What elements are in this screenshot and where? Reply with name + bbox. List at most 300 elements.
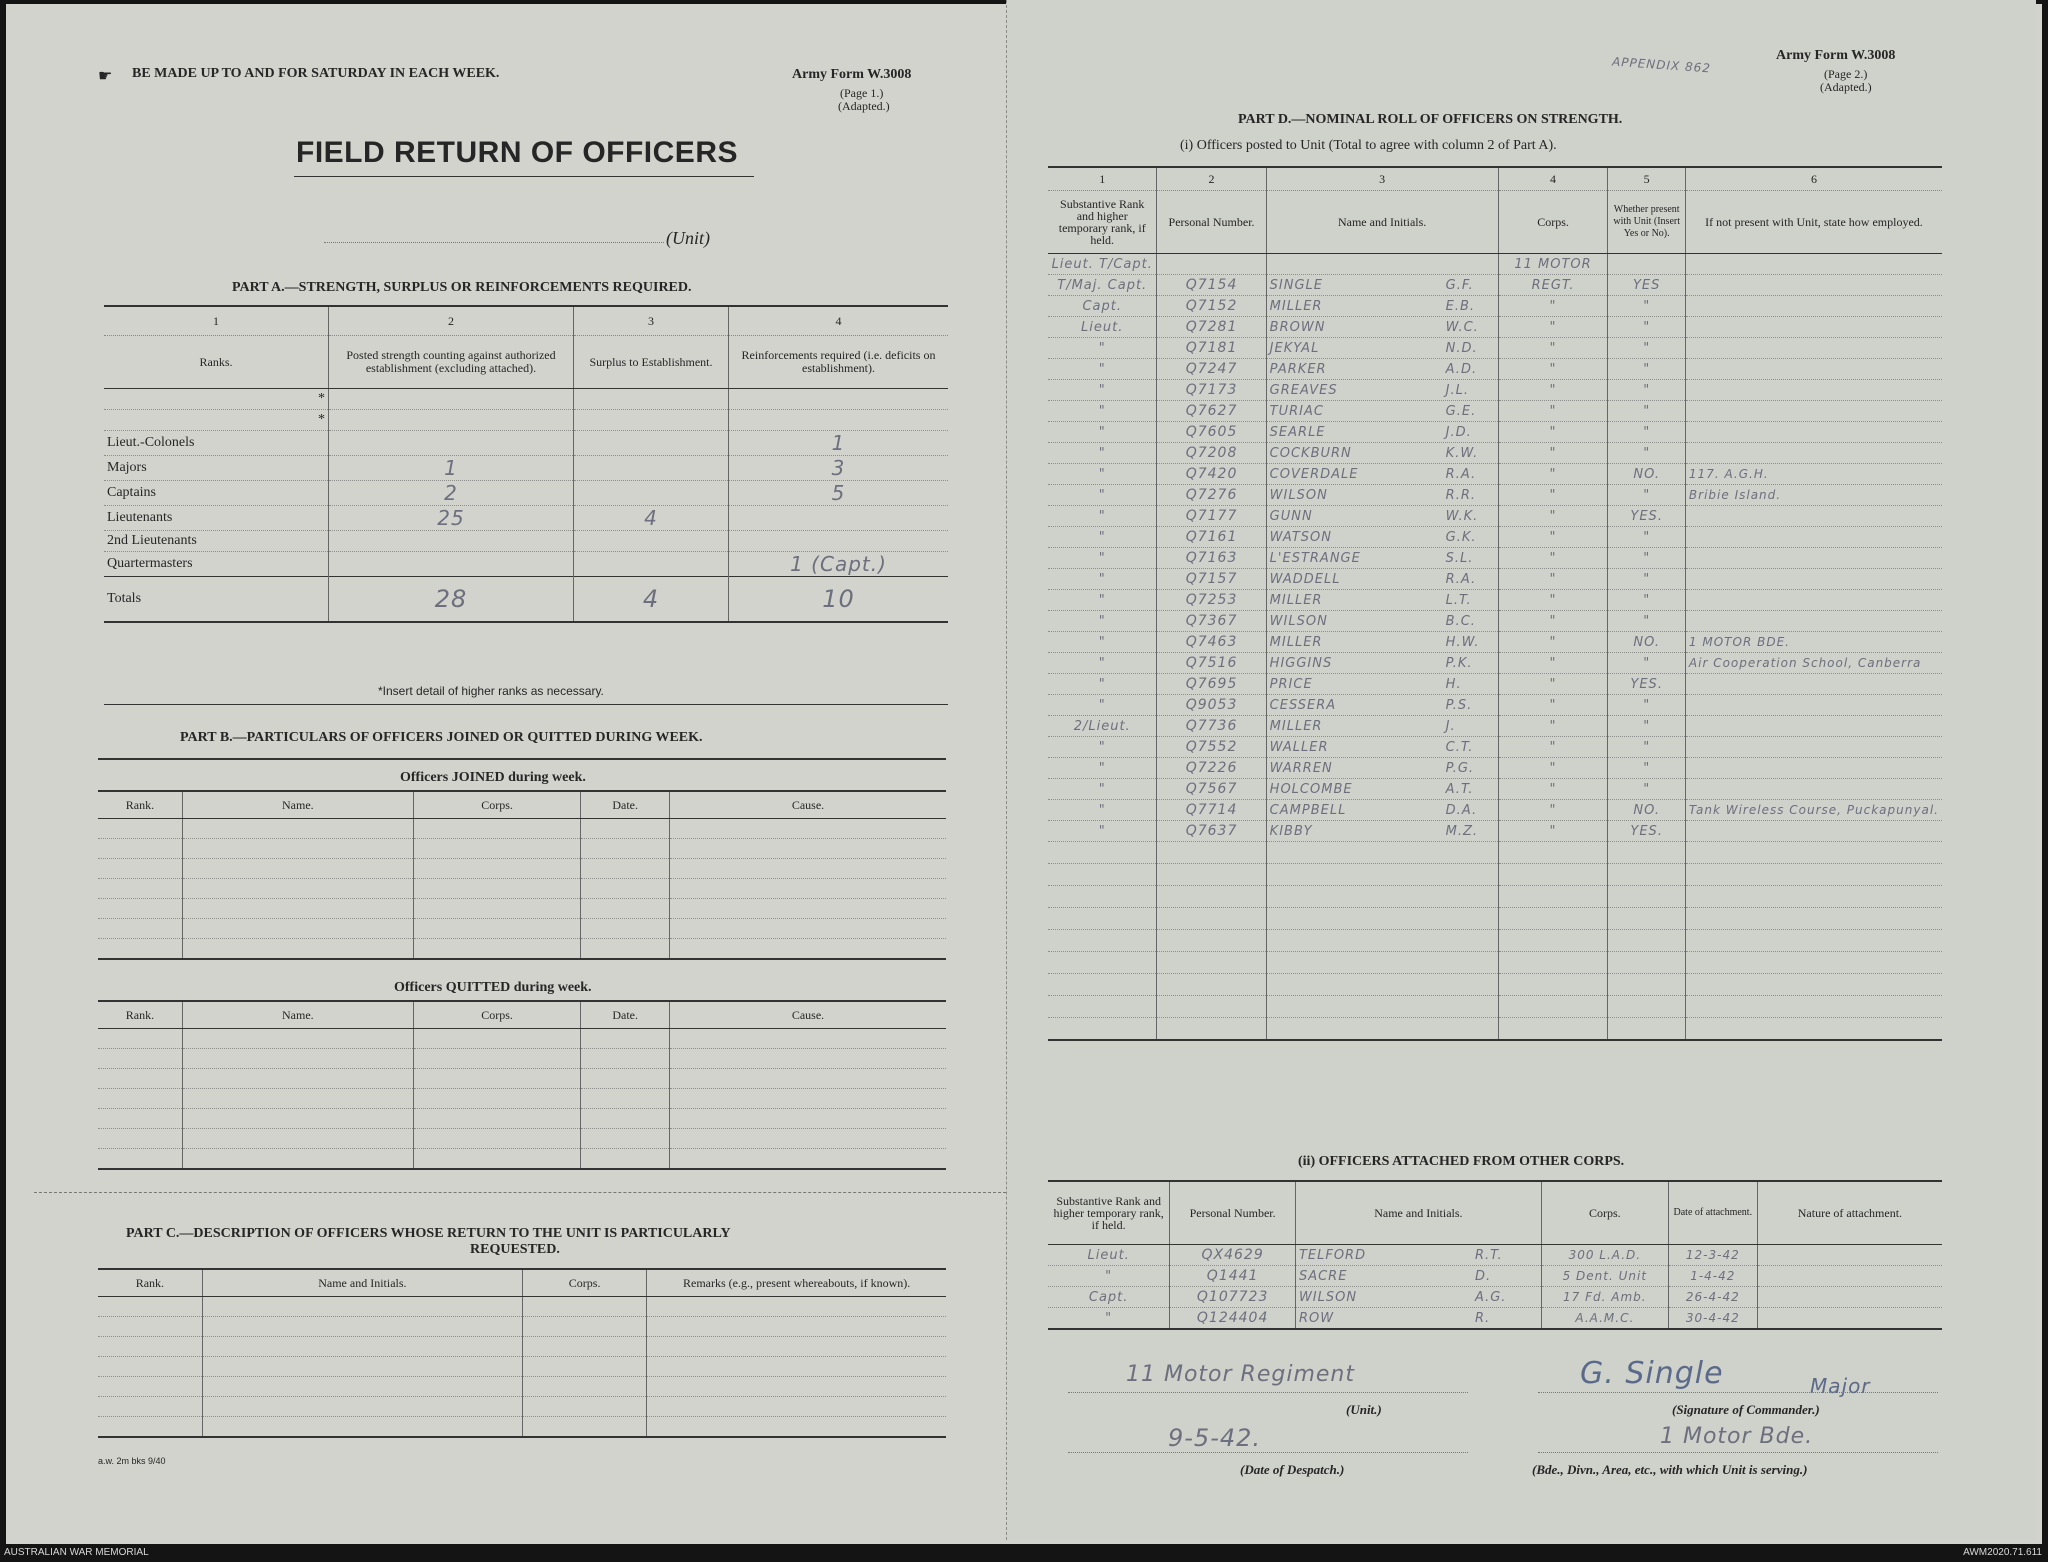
initials: N.D. [1445,340,1478,356]
employed-cell [1685,359,1942,380]
blank-cell [1157,864,1266,886]
blank-row [1048,886,1942,908]
employed-cell [1685,338,1942,359]
initials: R.T. [1474,1247,1503,1263]
blank-cell [1498,930,1608,952]
blank-cell [98,899,182,919]
initials: P.S. [1445,697,1473,713]
blank-row [98,1337,946,1357]
blank-cell [98,1109,182,1129]
blank-cell [202,1397,522,1417]
corps-cell: A.A.M.C. [1541,1308,1668,1330]
rank-cell: " [1048,569,1157,590]
date-line [1068,1452,1468,1453]
number-cell: Q7567 [1157,779,1266,800]
present-cell: " [1608,653,1685,674]
appendix-note: APPENDIX 862 [1611,54,1712,76]
col-header: Cause. [669,1001,946,1029]
rank-cell: * [104,410,329,431]
initials: J. [1445,718,1456,734]
blank-row [98,939,946,960]
name-cell [1266,758,1498,779]
present-cell: " [1608,485,1685,506]
blank-cell [1685,974,1942,996]
blank-cell [1157,930,1266,952]
blank-row [1048,930,1942,952]
blank-cell [581,1049,670,1069]
blank-cell [1266,996,1498,1018]
part-a-bottom-rule [104,704,948,705]
col-header: Rank. [98,1269,202,1297]
name-cell [1266,443,1498,464]
name-cell [1266,527,1498,548]
blank-cell [581,819,670,839]
blank-cell [581,939,670,960]
number-cell: Q7281 [1157,317,1266,338]
name-cell [1266,464,1498,485]
name-cell [1266,485,1498,506]
employed-cell [1685,401,1942,422]
name-cell [1266,821,1498,842]
present-cell: " [1608,443,1685,464]
joined-title: Officers JOINED during week. [400,770,586,785]
number-cell: Q7181 [1157,338,1266,359]
blank-row [1048,842,1942,864]
blank-cell [98,1069,182,1089]
value-cell [329,531,574,552]
col-header: Corps. [1498,191,1608,254]
present-cell: " [1608,569,1685,590]
surname: TELFORD [1298,1247,1367,1263]
value-cell [574,456,729,481]
initials: B.C. [1445,613,1476,629]
blank-cell [1048,864,1157,886]
blank-cell [1685,996,1942,1018]
rank-cell: Lieutenants [104,506,329,531]
initials: H. [1445,676,1462,692]
initials: W.K. [1445,508,1479,524]
blank-cell [202,1357,522,1377]
corps-cell: " [1498,695,1608,716]
blank-cell [413,919,581,939]
initials: J.L. [1445,382,1470,398]
blank-row [98,1069,946,1089]
value-cell: 1 [729,431,949,456]
blank-cell [1498,974,1608,996]
present-cell: " [1608,716,1685,737]
blank-cell [1498,886,1608,908]
section-divider [34,1192,1006,1193]
blank-cell [1048,974,1157,996]
blank-cell [581,1089,670,1109]
unit-label: (Unit) [666,228,710,248]
blank-cell [1048,842,1157,864]
blank-cell [98,819,182,839]
blank-cell [522,1297,646,1317]
blank-cell [98,1149,182,1170]
rank-cell: " [1048,758,1157,779]
value-cell: 3 [729,456,949,481]
table-row [1048,548,1942,569]
present-cell: " [1608,758,1685,779]
corps-cell: " [1498,611,1608,632]
attached-row [1048,1287,1942,1308]
rank-cell: " [1048,1266,1170,1287]
table-row [1048,758,1942,779]
blank-cell [182,859,413,879]
number-cell: Q7695 [1157,674,1266,695]
number-cell: Q7247 [1157,359,1266,380]
form-name: Army Form W.3008 [792,67,912,82]
name-cell [1266,800,1498,821]
blank-cell [1048,930,1157,952]
number-cell: Q1441 [1170,1266,1296,1287]
blank-cell [1685,908,1942,930]
unit-blank [324,242,664,243]
blank-cell [98,1129,182,1149]
corps-cell: " [1498,338,1608,359]
table-row [104,389,948,410]
initials: P.G. [1445,760,1475,776]
rank-cell: 2/Lieut. [1048,716,1157,737]
employed-cell [1685,548,1942,569]
blank-cell [1608,974,1685,996]
blank-row [1048,974,1942,996]
rank-cell: " [1048,821,1157,842]
present-cell: " [1608,296,1685,317]
signature: G. Single [1580,1356,1724,1391]
present-cell: " [1608,737,1685,758]
blank-cell [182,1049,413,1069]
rank-cell: " [1048,674,1157,695]
value-cell: 4 [574,506,729,531]
blank-cell [1266,930,1498,952]
present-cell: " [1608,590,1685,611]
number-cell: Q7157 [1157,569,1266,590]
blank-cell [413,899,581,919]
nature-cell [1757,1287,1942,1308]
col-header: If not present with Unit, state how employed. [1685,191,1942,254]
col-header: Personal Number. [1170,1181,1296,1245]
rank-cell: " [1048,737,1157,758]
value-cell [729,389,949,410]
surname: SINGLE [1269,277,1324,293]
name-cell [1266,737,1498,758]
blank-cell [669,1069,946,1089]
number-cell: Q7177 [1157,506,1266,527]
blank-row [98,899,946,919]
table-row [1048,590,1942,611]
blank-cell [98,1049,182,1069]
surname: PRICE [1269,676,1313,692]
table-row [104,431,948,456]
part-d-heading: PART D.—NOMINAL ROLL OF OFFICERS ON STRENGTH. [1238,112,1623,127]
value-cell [329,431,574,456]
blank-cell [182,879,413,899]
blank-cell [1498,996,1608,1018]
present-cell: " [1608,611,1685,632]
employed-cell [1685,569,1942,590]
col-header: Name and Initials. [202,1269,522,1297]
initials: D. [1474,1268,1492,1284]
table-row [1048,422,1942,443]
blank-cell [202,1297,522,1317]
blank-cell [98,859,182,879]
col-header: Personal Number. [1157,191,1266,254]
surname: HOLCOMBE [1269,781,1353,797]
table-row [1048,296,1942,317]
blank-row [98,859,946,879]
table-row [1048,779,1942,800]
present-cell: NO. [1608,464,1685,485]
blank-cell [98,919,182,939]
employed-cell [1685,254,1942,275]
table-row [1048,716,1942,737]
part-c-heading-2: REQUESTED. [470,1242,560,1257]
surname: COVERDALE [1269,466,1359,482]
part-c-table [98,1268,946,1438]
nominal-roll-table [1048,166,1942,1041]
employed-cell [1685,779,1942,800]
present-cell [1608,254,1685,275]
rank-cell: " [1048,422,1157,443]
rank-cell: T/Maj. Capt. [1048,275,1157,296]
employed-cell [1685,716,1942,737]
value-cell: 1 (Capt.) [729,552,949,577]
name-cell [1295,1266,1541,1287]
corps-cell: " [1498,674,1608,695]
blank-cell [522,1417,646,1438]
initials: M.Z. [1445,823,1479,839]
rank-cell: Lieut. T/Capt. [1048,254,1157,275]
corps-cell: " [1498,296,1608,317]
number-cell: Q7516 [1157,653,1266,674]
blank-cell [522,1317,646,1337]
surname: MILLER [1269,298,1323,314]
signature-label: (Signature of Commander.) [1672,1402,1820,1417]
col-number: 2 [1157,167,1266,191]
date-cell: 26-4-42 [1668,1287,1757,1308]
blank-cell [1685,930,1942,952]
surname: MILLER [1269,592,1323,608]
rank-cell: * [104,389,329,410]
date-cell: 1-4-42 [1668,1266,1757,1287]
total-cell: 28 [329,577,574,623]
blank-cell [1157,1018,1266,1041]
joined-table [98,790,946,960]
present-cell: " [1608,317,1685,338]
name-cell [1266,695,1498,716]
initials: C.T. [1445,739,1474,755]
blank-cell [413,1089,581,1109]
col-header: Rank. [98,791,182,819]
blank-cell [522,1397,646,1417]
initials: R.R. [1445,487,1477,503]
initials: L.T. [1445,592,1472,608]
corps-cell: " [1498,485,1608,506]
col-header: Remarks (e.g., present whereabouts, if known). [647,1269,946,1297]
value-cell [574,431,729,456]
value-cell [329,552,574,577]
table-row [1048,464,1942,485]
name-cell [1266,296,1498,317]
name-cell [1266,548,1498,569]
blank-cell [581,1029,670,1049]
col-header: Name. [182,1001,413,1029]
number-cell: Q7226 [1157,758,1266,779]
table-row [104,506,948,531]
employed-cell [1685,422,1942,443]
name-cell [1295,1287,1541,1308]
blank-cell [98,1417,202,1438]
col-header: Corps. [413,791,581,819]
name-cell [1266,716,1498,737]
employed-cell [1685,611,1942,632]
corps-cell: " [1498,527,1608,548]
blank-cell [202,1317,522,1337]
part-b-heading: PART B.—PARTICULARS OF OFFICERS JOINED OR QUITTED DURING WEEK. [180,730,703,745]
value-cell [574,531,729,552]
blank-cell [669,1149,946,1170]
table-row [1048,485,1942,506]
surname: ROW [1298,1310,1335,1326]
employed-cell [1685,380,1942,401]
blank-cell [1608,952,1685,974]
blank-cell [182,1069,413,1089]
employed-cell [1685,758,1942,779]
corps-cell: REGT. [1498,275,1608,296]
present-cell: " [1608,695,1685,716]
quitted-table [98,1000,946,1170]
surname: PARKER [1269,361,1327,377]
blank-row [98,1049,946,1069]
col-header: Whether present with Unit (Insert Yes or No). [1608,191,1685,254]
bde-label: (Bde., Divn., Area, etc., with which Unit is serving.) [1532,1462,1808,1477]
blank-cell [413,839,581,859]
rank-cell: 2nd Lieutenants [104,531,329,552]
value-cell [574,410,729,431]
value-cell [574,481,729,506]
blank-cell [581,1109,670,1129]
blank-cell [98,1317,202,1337]
employed-cell: 1 MOTOR BDE. [1685,632,1942,653]
blank-cell [182,939,413,960]
blank-cell [669,1049,946,1069]
col-number: 5 [1608,167,1685,191]
blank-cell [1048,886,1157,908]
table-row [1048,275,1942,296]
employed-cell: Bribie Island. [1685,485,1942,506]
table-row [1048,317,1942,338]
corps-cell: " [1498,590,1608,611]
blank-cell [1157,996,1266,1018]
table-row [1048,359,1942,380]
number-cell: Q7420 [1157,464,1266,485]
blank-cell [669,839,946,859]
blank-cell [522,1357,646,1377]
corps-cell: " [1498,632,1608,653]
form-page: (Page 1.) [840,86,884,100]
col-header: Corps. [413,1001,581,1029]
table-row [1048,653,1942,674]
name-cell [1266,254,1498,275]
attached-row [1048,1245,1942,1266]
blank-cell [647,1297,946,1317]
rank-cell: " [1048,590,1157,611]
blank-cell [1157,886,1266,908]
number-cell: Q124404 [1170,1308,1296,1330]
corps-cell: 300 L.A.D. [1541,1245,1668,1266]
employed-cell [1685,506,1942,527]
corps-cell: " [1498,653,1608,674]
name-cell [1266,590,1498,611]
corps-cell: " [1498,737,1608,758]
blank-row [98,1109,946,1129]
blank-cell [182,839,413,859]
attached-row [1048,1266,1942,1287]
table-row [1048,569,1942,590]
blank-row [98,1377,946,1397]
value-cell: 1 [329,456,574,481]
part-d-subheading: (i) Officers posted to Unit (Total to agree with column 2 of Part A). [1180,138,1557,153]
col-header: Rank. [98,1001,182,1029]
blank-cell [581,1129,670,1149]
rank-cell: " [1048,632,1157,653]
blank-cell [1608,886,1685,908]
blank-cell [202,1377,522,1397]
number-cell: Q7552 [1157,737,1266,758]
name-cell [1266,422,1498,443]
unit-value: 11 Motor Regiment [1126,1362,1355,1387]
blank-cell [1157,842,1266,864]
corps-cell: 11 MOTOR [1498,254,1608,275]
blank-row [98,879,946,899]
part-a-table [104,305,948,623]
initials: R. [1474,1310,1491,1326]
initials: A.D. [1445,361,1478,377]
archive-id: AWM2020.71.611 [1963,1547,2042,1558]
table-row [104,552,948,577]
number-cell: Q7637 [1157,821,1266,842]
date-cell: 12-3-42 [1668,1245,1757,1266]
top-instruction: BE MADE UP TO AND FOR SATURDAY IN EACH WEEK. [132,66,500,81]
form-adapted: (Adapted.) [838,99,890,113]
blank-cell [98,1397,202,1417]
table-row [1048,695,1942,716]
surname: WILSON [1269,613,1328,629]
number-cell: Q7605 [1157,422,1266,443]
name-cell [1266,506,1498,527]
rank-cell: " [1048,380,1157,401]
employed-cell [1685,296,1942,317]
signature-line [1538,1392,1938,1393]
rank-cell: " [1048,548,1157,569]
blank-cell [1608,842,1685,864]
col-number: 1 [1048,167,1157,191]
blank-cell [1685,1018,1942,1041]
present-cell: " [1608,779,1685,800]
part-b-rule [98,758,946,760]
blank-row [1048,908,1942,930]
total-cell: 10 [729,577,949,623]
col-header: Substantive Rank and higher temporary rank, if held. [1048,191,1157,254]
rank-cell: Lieut. [1048,1245,1170,1266]
corps-cell: " [1498,317,1608,338]
number-cell: QX4629 [1170,1245,1296,1266]
corps-cell: " [1498,443,1608,464]
surname: SEARLE [1269,424,1326,440]
col-number: 3 [574,306,729,336]
